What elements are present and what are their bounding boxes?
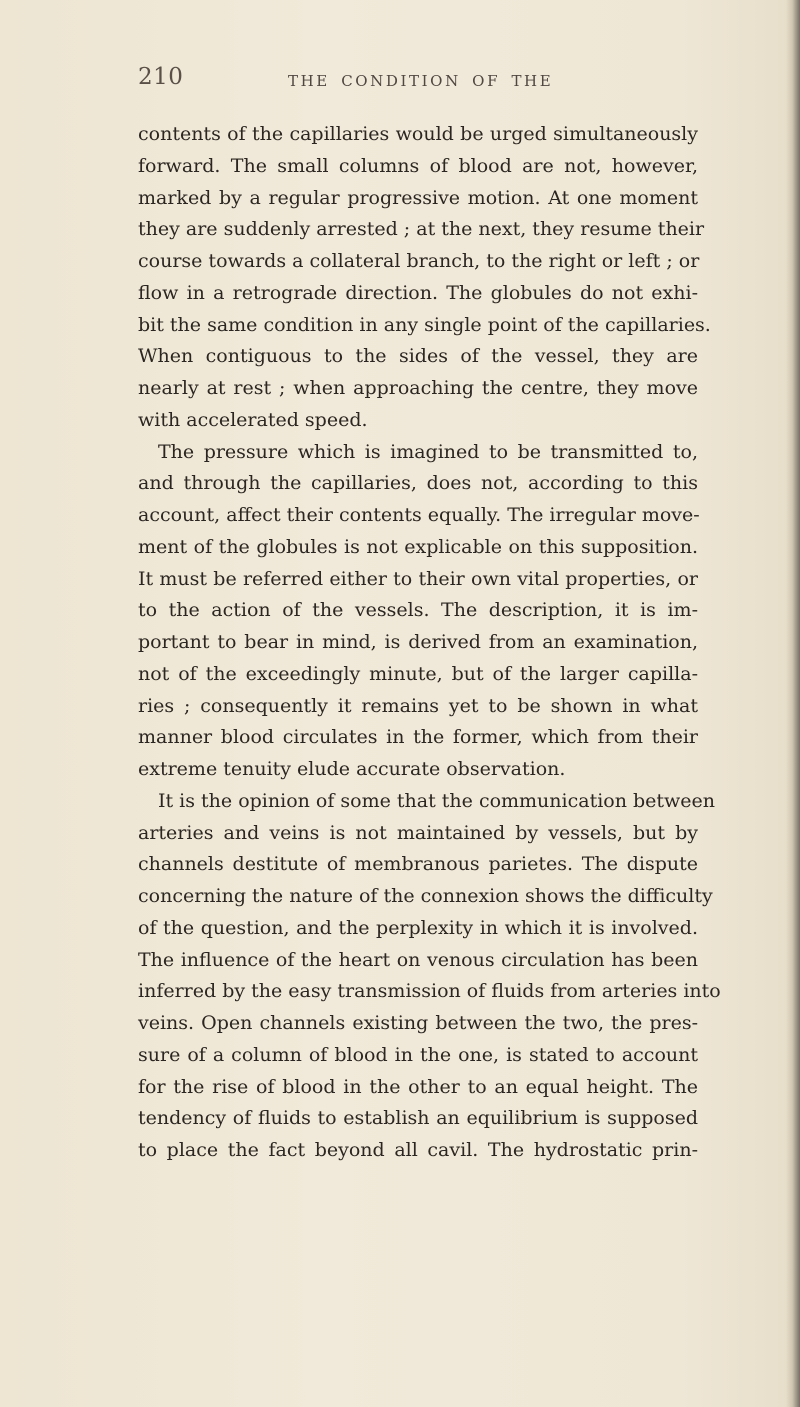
text-line: ries ; consequently it remains yet to be shown in what xyxy=(138,694,698,717)
text-line: The pressure which is imagined to be transmitted to, xyxy=(158,440,698,463)
text-line: account, affect their contents equally. The irregular move- xyxy=(138,504,700,526)
text-line: It must be referred either to their own vital properties, or xyxy=(138,567,698,590)
body-text xyxy=(138,119,721,1167)
text-line: portant to bear in mind, is derived from an examination, xyxy=(138,631,698,653)
page-edge-shadow xyxy=(786,0,800,1407)
text-line: manner blood circulates in the former, which from their xyxy=(138,726,698,749)
text-line: ment of the globules is not explicable on this supposition. xyxy=(138,535,698,558)
text-line: bit the same condition in any single point of the capillaries. xyxy=(138,313,711,336)
text-line: and through the capillaries, does not, according to this xyxy=(138,472,698,495)
text-line: sure of a column of blood in the one, is stated to account xyxy=(138,1043,698,1066)
text-line: flow in a retrograde direction. The globules do not exhi- xyxy=(138,281,698,304)
text-line: concerning the nature of the connexion shows the difficulty xyxy=(138,885,713,907)
text-line: of the question, and the perplexity in which it is involved. xyxy=(138,916,698,939)
page-number: 210 xyxy=(138,64,184,90)
running-head: THE CONDITION OF THE xyxy=(288,72,554,90)
text-line: The influence of the heart on venous circulation has been xyxy=(138,948,698,971)
text-line: It is the opinion of some that the communication between xyxy=(158,789,716,812)
text-line: to the action of the vessels. The description, it is im- xyxy=(138,599,698,622)
text-line: with accelerated speed. xyxy=(138,408,368,431)
page-header xyxy=(138,64,698,100)
text-line: channels destitute of membranous parietes. The dispute xyxy=(138,853,698,876)
text-line: they are suddenly arrested ; at the next, they resume their xyxy=(138,218,705,241)
text-line: forward. The small columns of blood are not, however, xyxy=(138,154,698,177)
text-line: not of the exceedingly minute, but of the larger capilla- xyxy=(138,662,698,685)
text-line: inferred by the easy transmission of fluids from arteries into xyxy=(138,980,721,1003)
text-line: to place the fact beyond all cavil. The hydrostatic prin- xyxy=(138,1139,698,1161)
text-line: for the rise of blood in the other to an equal height. The xyxy=(138,1075,698,1098)
text-line: extreme tenuity elude accurate observation. xyxy=(138,758,566,780)
text-line: arteries and veins is not maintained by vessels, but by xyxy=(138,821,698,844)
text-line: course towards a collateral branch, to the right or left ; or xyxy=(138,250,700,272)
text-line: veins. Open channels existing between the two, the pres- xyxy=(138,1012,698,1034)
text-line: contents of the capillaries would be urged simultaneously xyxy=(138,123,698,145)
text-line: tendency of fluids to establish an equilibrium is supposed xyxy=(138,1107,698,1130)
text-line: marked by a regular progressive motion. At one moment xyxy=(138,186,698,209)
text-line: nearly at rest ; when approaching the centre, they move xyxy=(138,377,698,399)
text-line: When contiguous to the sides of the vessel, they are xyxy=(138,345,698,368)
